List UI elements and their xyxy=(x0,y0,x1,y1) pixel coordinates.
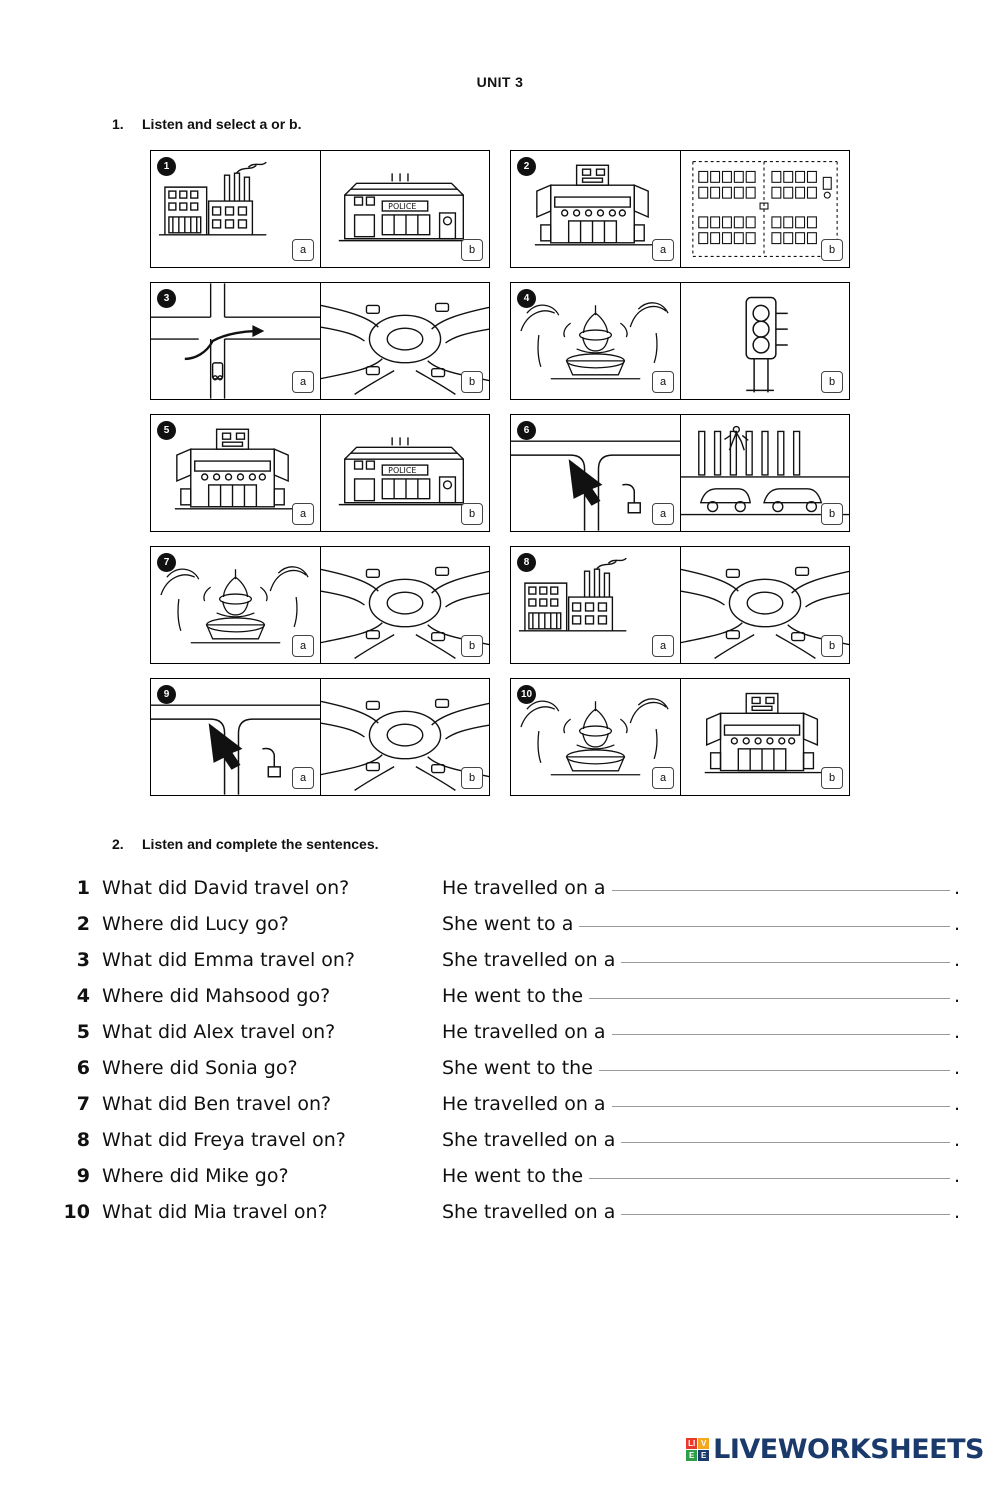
sentence-number: 5 xyxy=(76,1021,90,1043)
picture-row xyxy=(0,678,1000,796)
exercise-1-number: 1. xyxy=(112,116,124,132)
answer-input[interactable] xyxy=(589,979,950,999)
logo-letter-e2: E xyxy=(698,1450,709,1461)
sentence-question: Where did Sonia go? xyxy=(102,1057,298,1079)
picture-row xyxy=(0,414,1000,532)
sentence-number: 10 xyxy=(63,1201,90,1223)
question-block-10 xyxy=(510,678,850,796)
option-pane-b[interactable] xyxy=(320,679,489,795)
choice-b[interactable]: b xyxy=(461,503,483,525)
sentence-number: 1 xyxy=(76,877,90,899)
sentence-answer xyxy=(442,874,960,899)
exercise-1-heading xyxy=(112,116,1000,132)
sentence-row xyxy=(60,1126,960,1162)
sentence-row xyxy=(60,946,960,982)
sentence-answer xyxy=(442,1054,960,1079)
answer-input[interactable] xyxy=(599,1051,950,1071)
answer-period: . xyxy=(953,949,960,971)
choice-a[interactable]: a xyxy=(652,503,674,525)
question-block-1 xyxy=(150,150,490,268)
question-block-6 xyxy=(510,414,850,532)
choice-a[interactable]: a xyxy=(292,635,314,657)
question-number: 10 xyxy=(517,685,536,704)
picture-row xyxy=(0,546,1000,664)
question-block-7 xyxy=(150,546,490,664)
question-block-4 xyxy=(510,282,850,400)
answer-input[interactable] xyxy=(612,1087,950,1107)
question-block-5 xyxy=(150,414,490,532)
choice-a[interactable]: a xyxy=(292,767,314,789)
sentence-question: What did Mia travel on? xyxy=(102,1201,328,1223)
choice-a[interactable]: a xyxy=(652,767,674,789)
sentence-number: 2 xyxy=(76,913,90,935)
answer-lead: She went to the xyxy=(442,1057,593,1079)
question-number: 5 xyxy=(157,421,176,440)
picture-row xyxy=(0,282,1000,400)
answer-input[interactable] xyxy=(621,943,950,963)
svg-text:POLICE: POLICE xyxy=(388,202,417,211)
choice-a[interactable]: a xyxy=(292,371,314,393)
sentence-number: 6 xyxy=(76,1057,90,1079)
answer-lead: He travelled on a xyxy=(442,877,606,899)
logo-squares-icon xyxy=(686,1438,709,1461)
sentence-question: Where did Mike go? xyxy=(102,1165,289,1187)
sentence-row xyxy=(60,1198,960,1234)
option-pane-a[interactable] xyxy=(511,547,680,663)
sentence-row xyxy=(60,874,960,910)
option-pane-b[interactable] xyxy=(680,283,849,399)
sentence-number: 8 xyxy=(76,1129,90,1151)
option-pane-a[interactable] xyxy=(511,283,680,399)
choice-a[interactable]: a xyxy=(292,239,314,261)
exercise-2-number: 2. xyxy=(112,836,124,852)
brand-name: LIVEWORKSHEETS xyxy=(713,1434,984,1465)
sentence-number: 9 xyxy=(76,1165,90,1187)
worksheet-page xyxy=(0,74,1000,1487)
answer-lead: He went to the xyxy=(442,1165,584,1187)
option-pane-b[interactable] xyxy=(680,151,849,267)
option-pane-a[interactable] xyxy=(511,679,680,795)
logo-letter-e: E xyxy=(686,1450,697,1461)
answer-lead: She travelled on a xyxy=(442,1201,616,1223)
question-number: 8 xyxy=(517,553,536,572)
answer-lead: She went to a xyxy=(442,913,574,935)
answer-lead: He went to the xyxy=(442,985,584,1007)
choice-b[interactable]: b xyxy=(821,503,843,525)
option-pane-b[interactable] xyxy=(680,547,849,663)
logo-letter-li: LI xyxy=(688,1438,696,1448)
sentence-answer xyxy=(442,1162,960,1187)
sentence-answer xyxy=(442,1198,960,1223)
sentence-question: What did Ben travel on? xyxy=(102,1093,332,1115)
answer-period: . xyxy=(953,1057,960,1079)
question-number: 4 xyxy=(517,289,536,308)
sentence-number: 4 xyxy=(76,985,90,1007)
question-number: 7 xyxy=(157,553,176,572)
choice-a[interactable]: a xyxy=(652,239,674,261)
choice-b[interactable]: b xyxy=(461,371,483,393)
exercise-1-instruction: Listen and select a or b. xyxy=(142,116,302,132)
answer-input[interactable] xyxy=(579,907,950,927)
sentence-question: Where did Mahsood go? xyxy=(102,985,331,1007)
option-pane-b[interactable] xyxy=(320,415,489,531)
answer-input[interactable] xyxy=(589,1159,950,1179)
sentence-answer xyxy=(442,982,960,1007)
question-block-9 xyxy=(150,678,490,796)
sentence-row xyxy=(60,1018,960,1054)
svg-text:POLICE: POLICE xyxy=(388,466,417,475)
answer-lead: She travelled on a xyxy=(442,949,616,971)
choice-b[interactable]: b xyxy=(821,635,843,657)
question-number: 3 xyxy=(157,289,176,308)
sentence-question: What did David travel on? xyxy=(102,877,350,899)
option-pane-a[interactable] xyxy=(511,151,680,267)
option-pane-a[interactable] xyxy=(511,415,680,531)
option-pane-a[interactable] xyxy=(151,547,320,663)
option-pane-a[interactable] xyxy=(151,283,320,399)
picture-row xyxy=(0,150,1000,268)
answer-period: . xyxy=(953,1129,960,1151)
option-pane-b[interactable] xyxy=(320,283,489,399)
page-title: UNIT 3 xyxy=(476,74,524,90)
sentence-question: What did Alex travel on? xyxy=(102,1021,336,1043)
question-number: 9 xyxy=(157,685,176,704)
answer-period: . xyxy=(953,1165,960,1187)
exercise-2-heading xyxy=(112,836,1000,852)
answer-input[interactable] xyxy=(621,1195,950,1215)
sentence-question: What did Emma travel on? xyxy=(102,949,356,971)
exercise-2-instruction: Listen and complete the sentences. xyxy=(142,836,379,852)
exercise-1-grid xyxy=(0,150,1000,796)
answer-period: . xyxy=(953,877,960,899)
option-pane-b[interactable] xyxy=(320,547,489,663)
question-number: 6 xyxy=(517,421,536,440)
choice-a[interactable]: a xyxy=(292,503,314,525)
answer-lead: He travelled on a xyxy=(442,1093,606,1115)
sentence-row xyxy=(60,910,960,946)
answer-input[interactable] xyxy=(612,871,950,891)
sentence-answer xyxy=(442,1090,960,1115)
question-block-2 xyxy=(510,150,850,268)
answer-period: . xyxy=(953,1093,960,1115)
sentence-question: Where did Lucy go? xyxy=(102,913,289,935)
sentence-answer xyxy=(442,1018,960,1043)
choice-a[interactable]: a xyxy=(652,371,674,393)
sentence-answer xyxy=(442,910,960,935)
sentence-answer xyxy=(442,1126,960,1151)
answer-period: . xyxy=(953,1201,960,1223)
answer-lead: He travelled on a xyxy=(442,1021,606,1043)
choice-a[interactable]: a xyxy=(652,635,674,657)
logo-letter-v: V xyxy=(698,1438,709,1449)
option-pane-a[interactable] xyxy=(151,415,320,531)
sentence-row xyxy=(60,982,960,1018)
choice-b[interactable]: b xyxy=(821,767,843,789)
sentence-answer xyxy=(442,946,960,971)
sentence-row xyxy=(60,1162,960,1198)
answer-period: . xyxy=(953,913,960,935)
sentence-question: What did Freya travel on? xyxy=(102,1129,346,1151)
liveworksheets-logo[interactable] xyxy=(686,1434,984,1465)
question-block-3 xyxy=(150,282,490,400)
choice-b[interactable]: b xyxy=(461,767,483,789)
answer-lead: She travelled on a xyxy=(442,1129,616,1151)
sentence-number: 7 xyxy=(76,1093,90,1115)
option-pane-a[interactable] xyxy=(151,679,320,795)
option-pane-b[interactable] xyxy=(680,415,849,531)
answer-input[interactable] xyxy=(621,1123,950,1143)
choice-b[interactable]: b xyxy=(461,635,483,657)
question-number: 2 xyxy=(517,157,536,176)
answer-input[interactable] xyxy=(612,1015,950,1035)
choice-b[interactable]: b xyxy=(821,239,843,261)
option-pane-a[interactable] xyxy=(151,151,320,267)
exercise-2-sentences xyxy=(60,874,960,1234)
option-pane-b[interactable] xyxy=(320,151,489,267)
answer-period: . xyxy=(953,1021,960,1043)
answer-period: . xyxy=(953,985,960,1007)
question-number: 1 xyxy=(157,157,176,176)
option-pane-b[interactable] xyxy=(680,679,849,795)
choice-b[interactable]: b xyxy=(461,239,483,261)
sentence-row xyxy=(60,1090,960,1126)
sentence-row xyxy=(60,1054,960,1090)
choice-b[interactable]: b xyxy=(821,371,843,393)
sentence-number: 3 xyxy=(76,949,90,971)
question-block-8 xyxy=(510,546,850,664)
